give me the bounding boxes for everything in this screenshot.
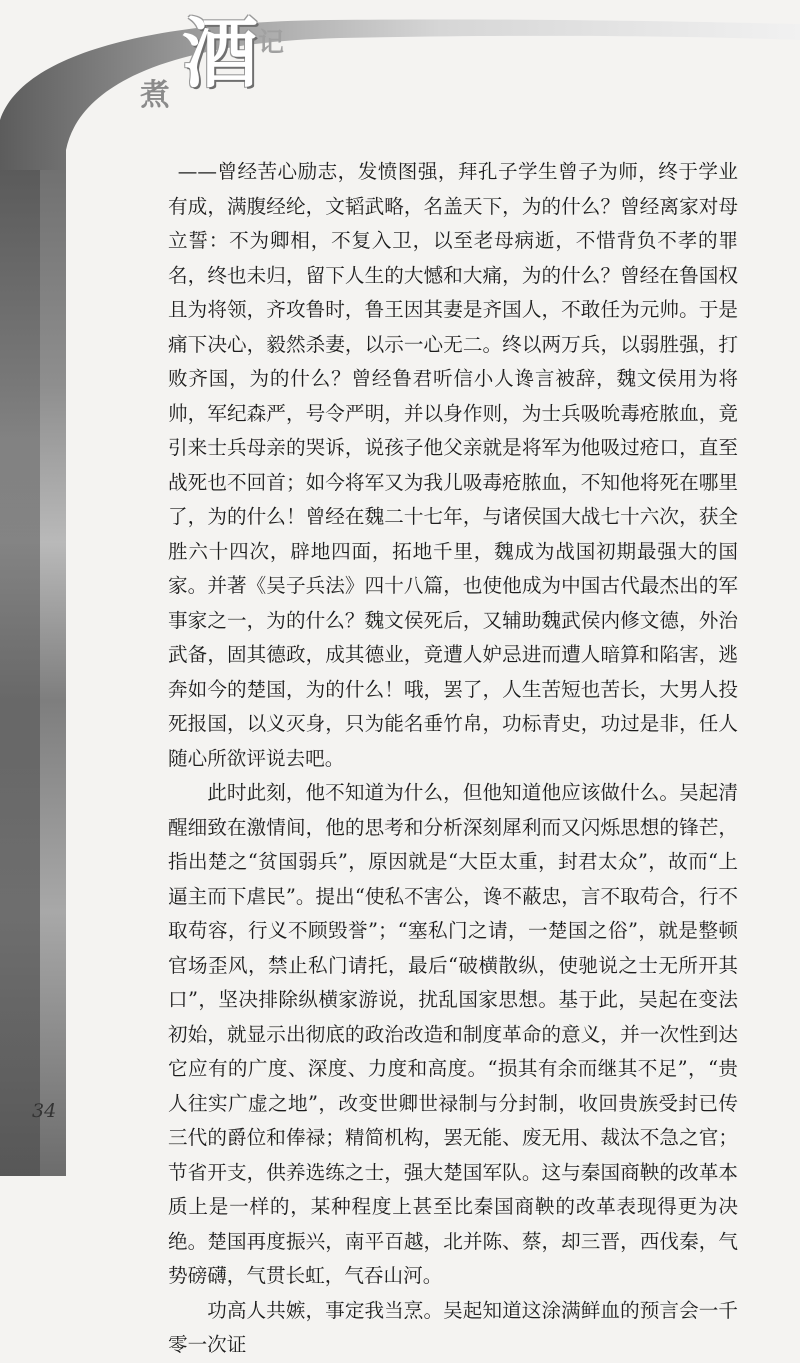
article-body bbox=[168, 155, 738, 1363]
paragraph-1: ——曾经苦心励志，发愤图强，拜孔子学生曾子为师，终于学业有成，满腹经纶，文韬武略，名盖天下，为的什么？曾经离家对母立誓：不为卿相，不复入卫，以至老母病逝，不惜背负不孝的罪名，终也未归，留下人生的大憾和大痛，为的什么？曾经在鲁国权且为将领，齐攻鲁时，鲁王因其妻是齐国人，不敢任为元帅。于是痛下决心，毅然杀妻，以示一心无二。终以两万兵，以弱胜强，打败齐国，为的什么？曾经鲁君听信小人谗言被辞，魏文侯用为将帅，军纪森严，号令严明，并以身作则，为士兵吸吮毒疮脓血，竟引来士兵母亲的哭诉，说孩子他父亲就是将军为他吸过疮口，直至战死也不回首；如今将军又为我儿吸毒疮脓血，不知他将死在哪里了，为的什么！曾经在魏二十七年，与诸侯国大战七十六次，获全胜六十四次，辟地四面，拓地千里，魏成为战国初期最强大的国家。并著《吴子兵法》四十八篇，也使他成为中国古代最杰出的军事家之一，为的什么？魏文侯死后，又辅助魏武侯内修文德，外治武备，固其德政，成其德业，竟遭人妒忌进而遭人暗算和陷害，逃奔如今的楚国，为的什么！哦，罢了，人生苦短也苦长，大男人投死报国，以义灭身，只为能名垂竹帛，功标青史，功过是非，任人随心所欲评说去吧。 bbox=[168, 160, 738, 770]
column-title bbox=[130, 10, 330, 120]
title-char-ji: 记 bbox=[258, 28, 285, 58]
paragraph-2: 此时此刻，他不知道为什么，但他知道他应该做什么。吴起清醒细致在激情间，他的思考和分析深刻犀利而又闪烁思想的锋芒，指出楚之“贫国弱兵”，原因就是“大臣太重，封君太众”，故而“上逼主而下虐民”。提出“使私不害公，谗不蔽忠，言不取苟合，行不取苟容，行义不顾毁誉”；“塞私门之请，一楚国之俗”，就是整顿官场歪风，禁止私门请托，最后“破横散纵，使驰说之士无所开其口”，坚决排除纵横家游说，扰乱国家思想。基于此，吴起在变法初始，就显示出彻底的政治改造和制度革命的意义，并一次性到达它应有的广度、深度、力度和高度。“损其有余而继其不足”，“贵人往实广虚之地”，改变世卿世禄制与分封制，收回贵族受封已传三代的爵位和俸禄；精简机构，罢无能、废无用、裁汰不急之官；节省开支，供养选练之士，强大楚国军队。这与秦国商鞅的改革本质上是一样的，某种程度上甚至比秦国商鞅的改革表现得更为决绝。楚国再度振兴，南平百越，北并陈、蔡，却三晋，西伐秦，气势磅礴，气贯长虹，气吞山河。 bbox=[168, 781, 738, 1287]
left-decorative-shadow bbox=[0, 120, 40, 1176]
page-number: 34 bbox=[32, 1100, 57, 1122]
paragraph-3: 功高人共嫉，事定我当烹。吴起知道这涂满鲜血的预言会一千零一次证 bbox=[168, 1298, 738, 1356]
title-char-jiu: 酒 bbox=[182, 9, 258, 98]
header-swoosh bbox=[0, 0, 800, 170]
title-char-zhu: 煮 bbox=[140, 78, 172, 113]
